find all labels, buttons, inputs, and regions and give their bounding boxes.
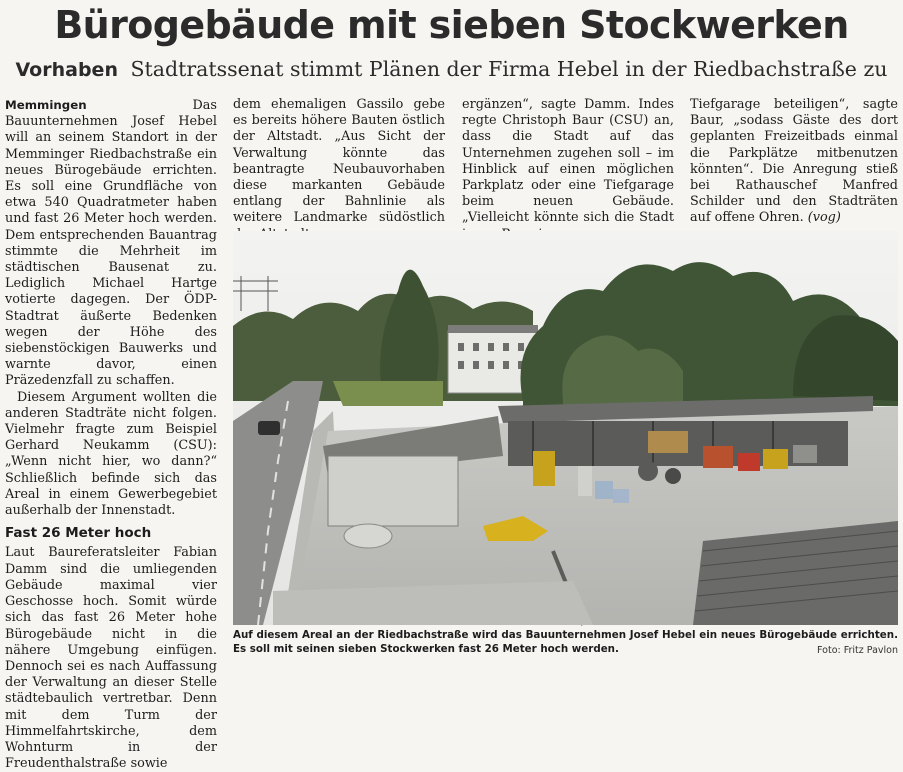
paragraph-2: Diesem Argument wollten die anderen Stadträte nicht folgen. Vielmehr fragte zum Beispiel Gerhard Neukamm (CSU): „Wenn nicht hier, wo dann?“ Schließlich befinde sich das Areal in einem Gewerbegebiet außerhalb der Innenstadt. (5, 389, 217, 519)
photo-credit: Foto: Fritz Pavlon (813, 645, 898, 656)
paragraph-col2: dem ehemaligen Gassilo gebe es bereits höhere Bauten östlich der Altstadt. „Aus Sicht der Verwaltung könnte das beantragte Neubauvorhaben diese markanten Gebäude entlang der Bahnlinie als weitere Landmarke südöstlich (233, 97, 445, 226)
kicker: Vorhaben (15, 59, 118, 81)
article-column-2 (233, 97, 445, 227)
dateline: Memmingen (5, 98, 87, 112)
paragraph-1 (5, 97, 217, 390)
headline: Bürogebäude mit sieben Stockwerken (54, 3, 849, 47)
paragraph-1-text: Das Bauunternehmen Josef Hebel will an seinem Standort in der Memminger Riedbachstraße ein neues Bürogebäude errichten. Es soll eine Grundfläche von etwa 540 Quadratmeter haben und fast 26 Meter hoch werden. Dem entsprechenden Bauantrag stimmte die Mehrheit im städtischen Bausenat zu. Lediglich Michael Hartge votierte dagegen. Der ÖDP-Stadtrat äußerte Bedenken wegen der Höhe des siebenstöckigen Bauwerks und warnte davor, einen Präzedenzfall zu schaffen. (5, 98, 217, 389)
article-column-3 (462, 97, 674, 227)
article-photo (233, 231, 898, 625)
paragraph-col4-text: Tiefgarage beteiligen“, sagte Baur, „sodass Gäste des dort geplanten Freizeitbads einmal die Parkplätze mitbenutzen könnten“. Die Anregung stieß bei Rathauschef Manfred Schilder und den Stadträten auf offene Ohren. (690, 97, 898, 226)
photo-caption: Auf diesem Areal an der Riedbachstraße wird das Bauunternehmen Josef Hebel ein neues Bürogebäude errichten. Es soll mit seinen sieben Stockwerken fast 26 Meter hoch werden. (233, 629, 898, 655)
article-column-4 (690, 97, 898, 227)
paragraph-3: Laut Baureferatsleiter Fabian Damm sind die umliegenden Gebäude maximal vier Geschosse hoch. Somit würde sich das fast 26 Meter hohe Bürogebäude nicht in die nähere Umgebung einfügen. Dennoch sei es nach Auffassung der Verwaltung an dieser Stelle städtebaulich vertretbar. Denn mit dem Turm der Himmelfahrtskirche, dem Wohnturm in der Freudenthalstraße sowie (5, 545, 217, 772)
paragraph-col3: ergänzen“, sagte Damm. Indes regte Christoph Baur (CSU) an, dass die Stadt auf das Unternehmen zugehen soll – im Hinblick auf einen möglichen Parkplatz oder eine Tiefgarage beim neuen Gebäude. „Vielleicht könnte sich die Stadt (462, 97, 674, 226)
author-initials: (vog) (807, 210, 841, 226)
article-column-1 (5, 97, 217, 772)
subheadline: Stadtratssenat stimmt Plänen der Firma Hebel in der Riedbachstraße zu (130, 57, 888, 81)
section-subhead: Fast 26 Meter hoch (5, 525, 152, 542)
subheadline-line (0, 54, 903, 85)
construction-site-image (233, 231, 898, 625)
paragraph-col4 (690, 97, 898, 227)
